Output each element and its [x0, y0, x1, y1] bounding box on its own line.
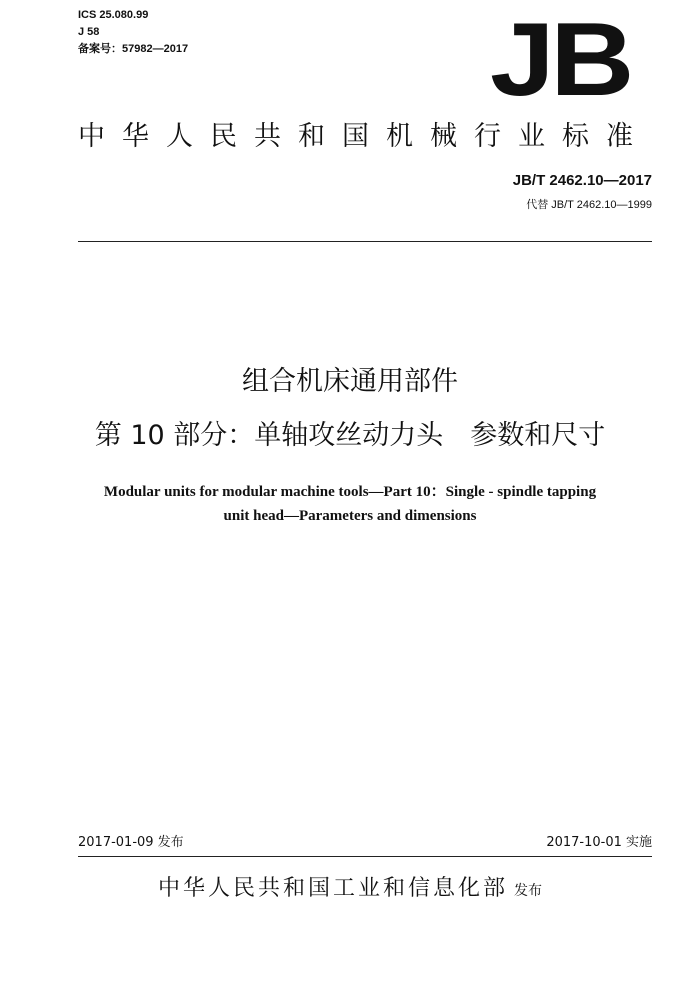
replaces-standard: 代替 JB/T 2462.10—1999: [526, 199, 652, 211]
jb-logo: JB: [490, 2, 630, 118]
issuer-block: [0, 874, 700, 906]
implementation-date: 2017-10-01 实施: [546, 835, 652, 850]
english-title-line-1: Modular units for modular machine tools—Part 10：Single - spindle tapping: [103, 484, 597, 500]
chinese-title-line-2: 第 10 部分：单轴攻丝动力头 参数和尺寸: [94, 420, 606, 451]
chinese-title-line-1: 组合机床通用部件: [242, 366, 458, 397]
industry-standard-title: 中华人民共和国机械行业标准: [78, 121, 650, 152]
issuer-name: 中华人民共和国工业和信息化部: [157, 876, 508, 901]
english-title-line-2: unit head—Parameters and dimensions: [223, 508, 477, 524]
header-divider: [78, 241, 652, 242]
ccs-code: J 58: [78, 26, 100, 38]
footer-divider: [78, 856, 652, 857]
issuer-action: 发布: [514, 883, 542, 899]
ics-code: ICS 25.080.99: [78, 9, 149, 21]
issue-date: 2017-01-09 发布: [78, 835, 184, 850]
standard-number: JB/T 2462.10—2017: [512, 172, 652, 189]
record-number: 备案号：57982—2017: [78, 43, 189, 55]
